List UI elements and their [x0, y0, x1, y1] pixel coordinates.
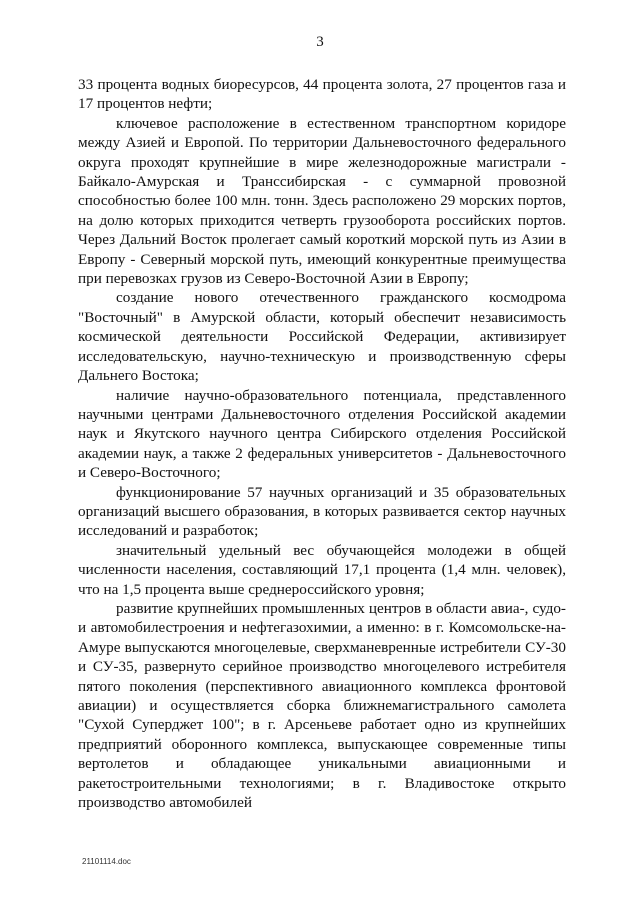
- document-file-code: 21101114.doc: [82, 857, 131, 866]
- paragraph-research-organizations: функционирование 57 научных организаций и 35 образовательных организаций высшего образования, в которых развивается сектор научных исследований и разработок;: [78, 483, 566, 540]
- document-body: [78, 75, 566, 812]
- paragraph-cosmodrome: создание нового отечественного гражданского космодрома "Восточный" в Амурской области, который обеспечит независимость космической деятельности Российской Федерации, активизирует исследовательскую, научно-техническую и производственную сферы Дальнего Востока;: [78, 289, 566, 385]
- paragraph-continuation: 33 процента водных биоресурсов, 44 процента золота, 27 процентов газа и 17 процентов нефти;: [78, 76, 566, 113]
- paragraph-science-potential: наличие научно-образовательного потенциала, представленного научными центрами Дальневосточного отделения Российской академии наук и Якутского научного центра Сибирского отделения Российской академии наук, а также 2 федеральных университетов - Дальневосточного и Северо-Восточного;: [78, 386, 566, 482]
- paragraph-industrial-centers: развитие крупнейших промышленных центров в области авиа-, судо- и автомобилестроения и нефтегазохимии, а именно: в г. Комсомольске-на-Амуре выпускаются многоцелевые, сверхманевренные истребители СУ-30 и СУ-35, развернуто серийное производство многоцелевого истребителя пятого поколения (перспективного авиационного комплекса фронтовой авиации) и осуществляется сборка ближнемагистрального самолета "Сухой Суперджет 100"; в г. Арсеньеве работает одно из крупнейших предприятий оборонного комплекса, выпускающее современные типы вертолетов и обладающее уникальными авиационными и ракетостроительными технологиями; в г. Владивостоке открыто производство автомобилей: [78, 599, 566, 812]
- page-number: 3: [316, 34, 324, 50]
- paragraph-student-youth: значительный удельный вес обучающейся молодежи в общей численности населения, составляющий 17,1 процента (1,4 млн. человек), что на 1,5 процента выше среднероссийского уровня;: [78, 541, 566, 598]
- paragraph-transport-corridor: ключевое расположение в естественном транспортном коридоре между Азией и Европой. По территории Дальневосточного федерального округа проходят крупнейшие в мире железнодорожные магистрали - Байкало-Амурская и Транссибирская - с суммарной провозной способностью более 100 млн. тонн. Здесь расположено 29 морских портов, на долю которых приходится четверть грузооборота российских портов. Через Дальний Восток пролегает самый короткий морской путь из Азии в Европу - Северный морской путь, имеющий конкурентные преимущества при перевозках грузов из Северо-Восточной Азии в Европу;: [78, 114, 566, 288]
